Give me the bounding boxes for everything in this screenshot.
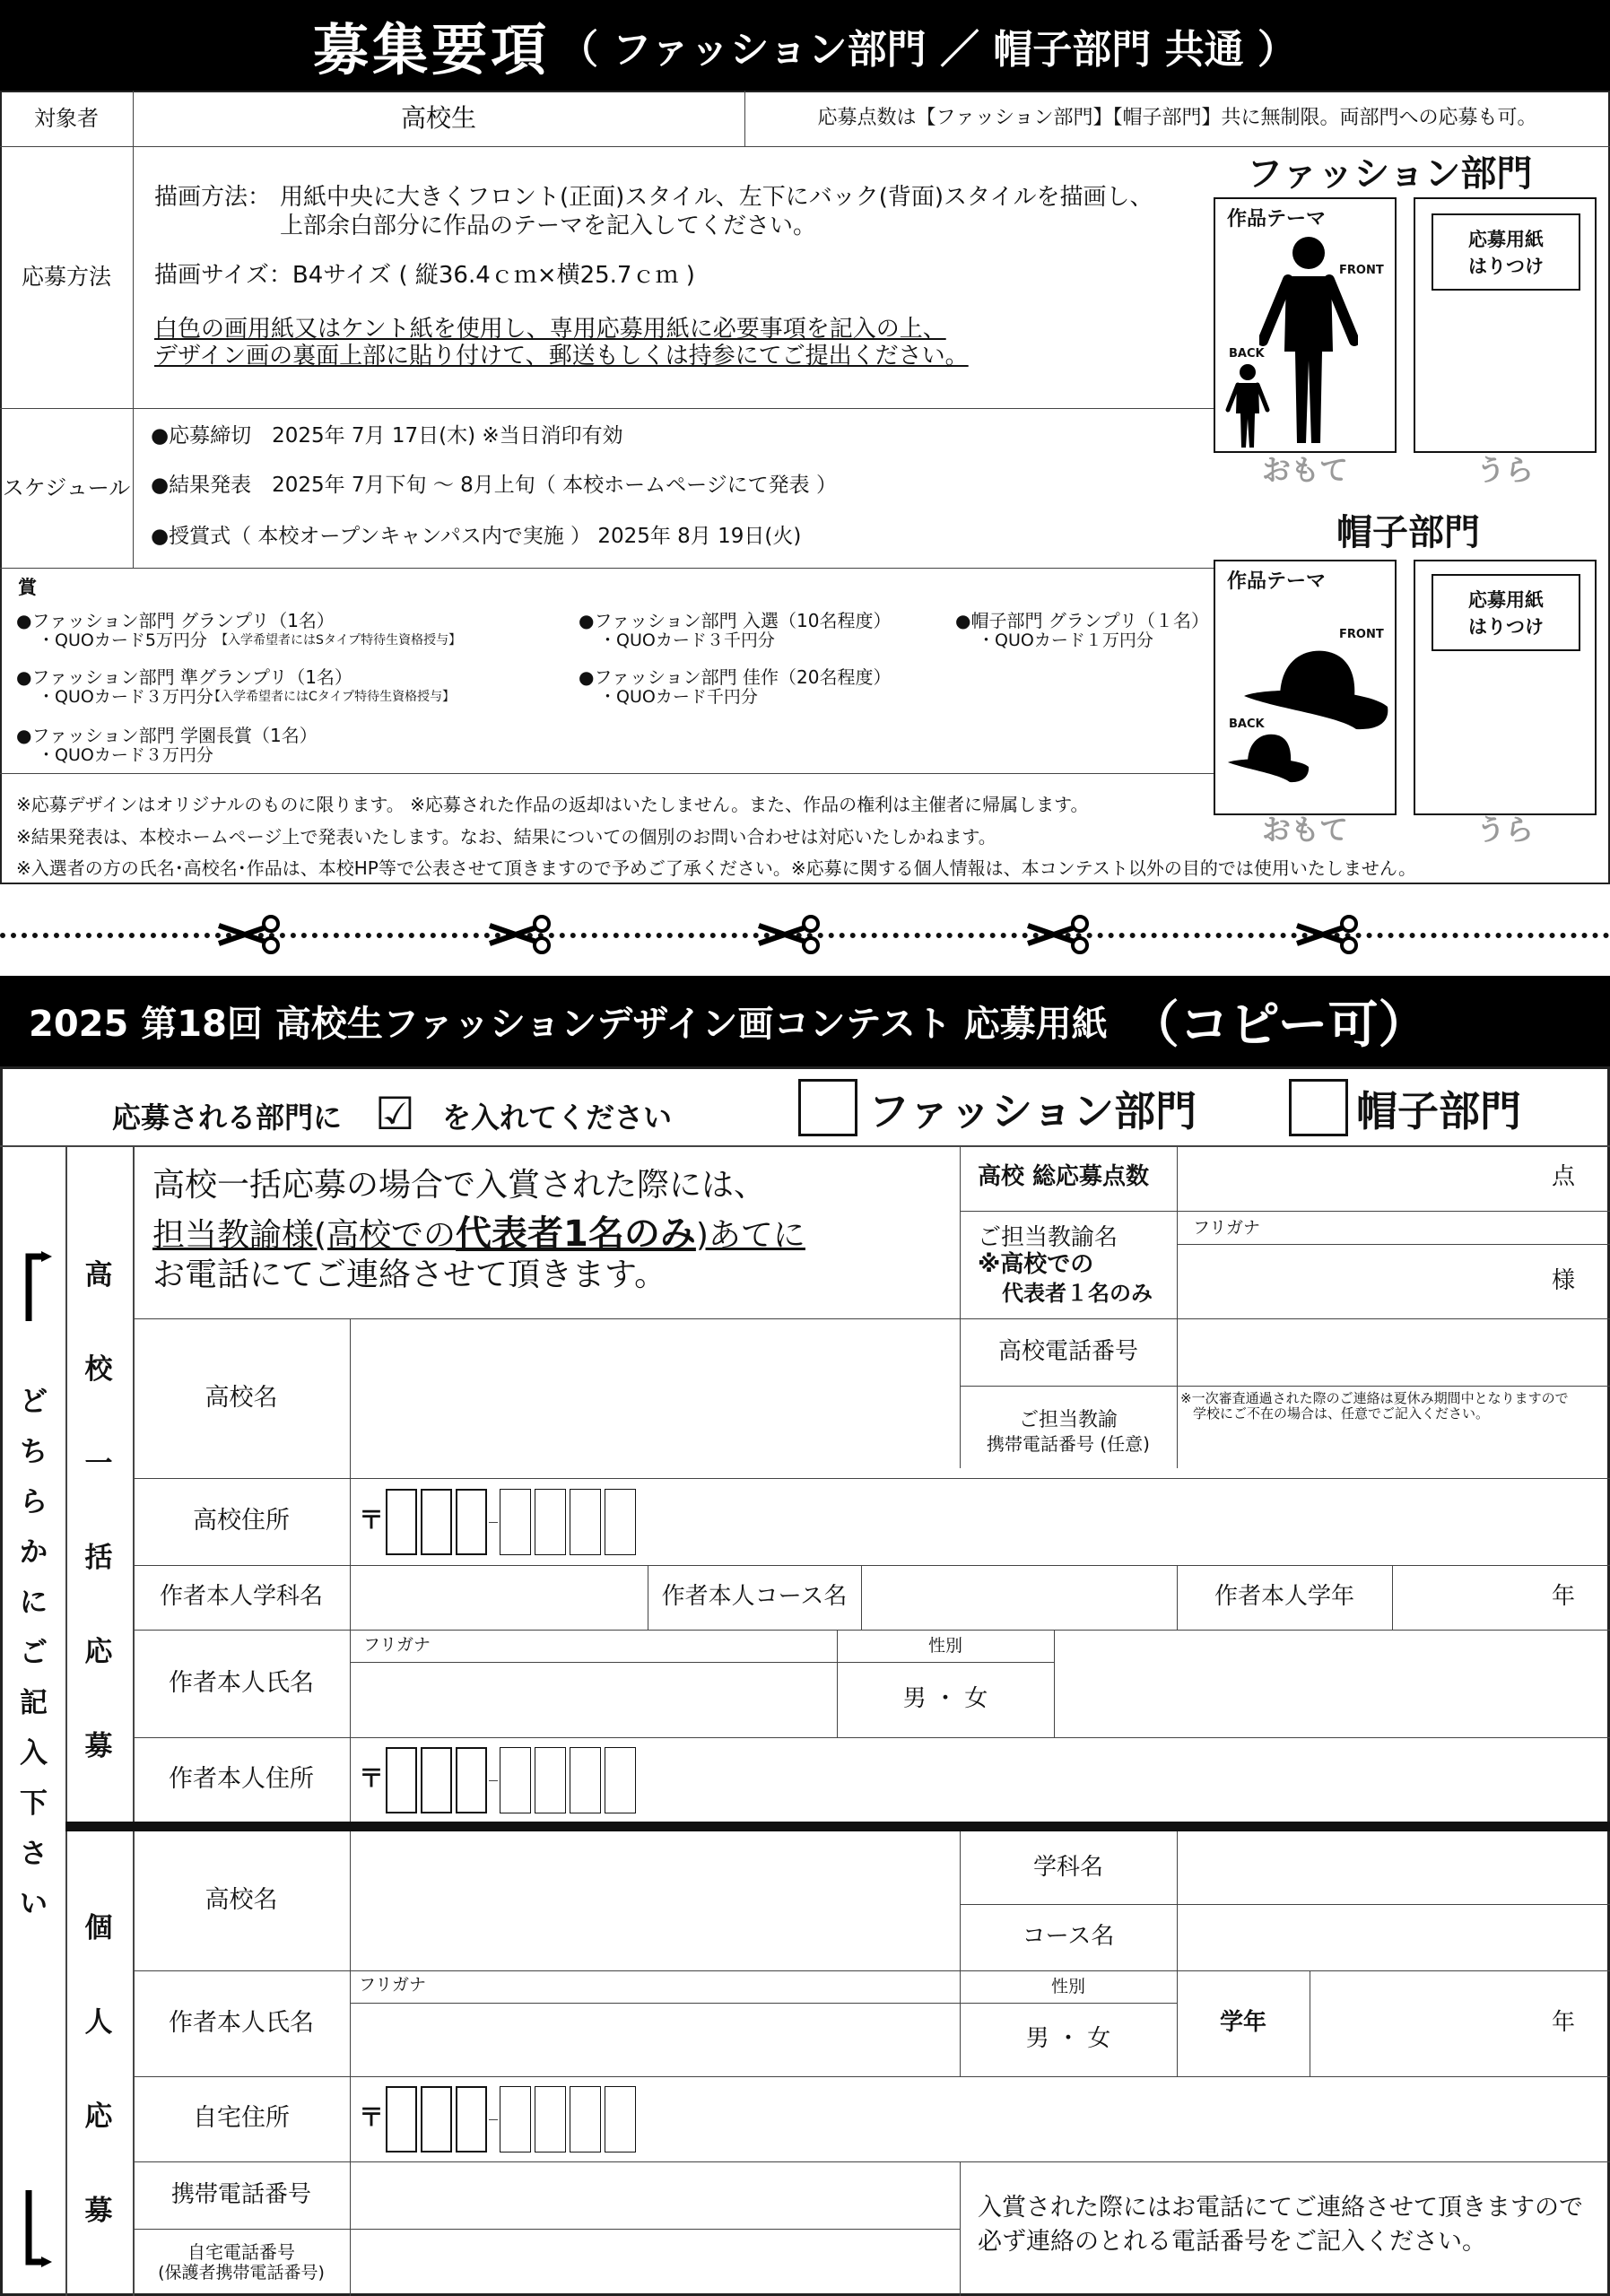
total-input[interactable] (1179, 1147, 1537, 1210)
omote-label: おもて (1261, 813, 1348, 847)
method-paper-line2: デザイン画の裏面上部に貼り付けて、郵送もしくは持参にてご提出ください。 (154, 343, 969, 370)
group-section-label: 高校一括応募 (84, 1259, 113, 1762)
group-notice-line2: 担当教諭様(高校での代表者1名のみ)あてに (152, 1213, 805, 1255)
prize-name: ●ファッション部門 入選（10名程度） (579, 610, 892, 631)
back-label: BACK (1229, 347, 1265, 361)
postal-mark: 〒 (359, 1505, 385, 1535)
fashion-diagram-title: ファッション部門 (1247, 153, 1533, 195)
paste-area: 応募用紙 はりつけ (1432, 213, 1580, 291)
postal-digit-box[interactable] (386, 2086, 417, 2152)
school-address-input[interactable] (646, 1480, 1606, 1563)
target-note: 応募点数は【ファッション部門】【帽子部門】共に無制限。両部門への応募も可。 (817, 106, 1537, 129)
author-name-label: 作者本人氏名 (169, 1668, 314, 1697)
prize-detail: ・QUOカード１万円分 (978, 631, 1153, 650)
prize-detail: ・QUOカード5万円分 (38, 631, 207, 650)
back-label: BACK (1229, 718, 1265, 731)
grade-unit: 年 (1552, 1583, 1576, 1610)
person-back-icon (1225, 363, 1270, 449)
contact-notice-line2: 必ず連絡のとれる電話番号をご記入ください。 (978, 2228, 1486, 2256)
check-prompt-suffix: を入れてください (442, 1100, 673, 1135)
postal-digit-box[interactable] (386, 1747, 417, 1813)
method-draw-line1: 用紙中央に大きくフロント(正面)スタイル、左下にバック(背面)スタイルを描画し、 (280, 184, 1153, 211)
course-input[interactable] (863, 1567, 1175, 1628)
prize-detail: ・QUOカード３万円分 (38, 687, 213, 707)
gender-options[interactable]: 男 ・ 女 (1025, 2025, 1111, 2053)
method-draw-label: 描画方法： (154, 184, 272, 211)
ura-label: うら (1475, 813, 1534, 847)
course-label: 作者本人コース名 (661, 1583, 848, 1611)
postal-digit-box[interactable] (500, 2086, 531, 2152)
ind-school-name-label: 高校名 (205, 1886, 278, 1915)
side-note: どちらかにご記入下さい (20, 1386, 48, 1920)
ind-school-name-input[interactable] (352, 1833, 958, 1969)
prize-name: ●ファッション部門 学園長賞（1名） (16, 725, 318, 746)
postal-digit-box[interactable] (456, 1489, 487, 1555)
postal-digit-box[interactable] (535, 1489, 566, 1555)
total-label: 高校 総応募点数 (978, 1163, 1150, 1190)
prize-detail: ・QUOカード千円分 (599, 687, 758, 707)
school-name-input[interactable] (352, 1320, 958, 1476)
grade-label: 作者本人学年 (1214, 1583, 1354, 1611)
front-label: FRONT (1339, 628, 1384, 641)
prize-detail: ・QUOカード３万円分 (38, 745, 213, 765)
scissors-icon (215, 913, 287, 956)
ind-author-name-label: 作者本人氏名 (169, 2008, 314, 2037)
method-label: 応募方法 (21, 264, 111, 290)
mobile-label: 携帯電話番号 (170, 2180, 311, 2208)
scissors-icon (1024, 913, 1096, 956)
dept-label: 作者本人学科名 (159, 1583, 323, 1611)
paste-area: 応募用紙 はりつけ (1432, 574, 1580, 651)
check-prompt: 応募される部門に (112, 1100, 343, 1135)
prize-note: 【入学希望者にはSタイプ特待生資格授与】 (215, 633, 462, 648)
teacher-sub2: 代表者１名のみ (1002, 1281, 1153, 1306)
method-size: 描画サイズ：B4サイズ ( 縦36.4ｃｍ×横25.7ｃｍ ) (154, 262, 695, 289)
ind-dept-input[interactable] (1179, 1833, 1608, 1902)
postal-digit-box[interactable] (500, 1747, 531, 1813)
teacher-label: ご担当教諭名 (978, 1224, 1118, 1251)
postal-digit-box[interactable] (421, 1747, 452, 1813)
furigana-label: フリガナ (363, 1635, 431, 1655)
group-notice-line1: 高校一括応募の場合で入賞された際には、 (152, 1167, 767, 1204)
bracket-top-icon (18, 1251, 54, 1323)
school-name-label: 高校名 (205, 1383, 278, 1412)
postal-digit-box[interactable] (535, 2086, 566, 2152)
school-address-label: 高校住所 (193, 1507, 290, 1535)
postal-digit-box[interactable] (386, 1489, 417, 1555)
individual-section-label: 個人応募 (84, 1912, 113, 2227)
furigana-label: フリガナ (1193, 1218, 1261, 1238)
teacher-mobile-label: ご担当教諭 携帯電話番号 (任意) (987, 1409, 1150, 1455)
hat-option-label: 帽子部門 (1356, 1087, 1521, 1135)
guide-title-bar (0, 0, 1610, 91)
contact-notice-line1: 入賞された際にはお電話にてご連絡させて頂きますので (978, 2194, 1583, 2222)
ind-course-input[interactable] (1179, 1906, 1608, 1969)
ura-label: うら (1475, 453, 1534, 487)
prize-name: ●ファッション部門 グランプリ（1名） (16, 610, 335, 631)
sama-label: 様 (1552, 1267, 1576, 1294)
prize-note: 【入学希望者にはCタイプ特待生資格授与】 (208, 690, 456, 704)
omote-label: おもて (1261, 453, 1348, 487)
person-front-icon (1259, 235, 1358, 447)
copy-ok-label: （コピー可） (1128, 996, 1429, 1055)
postal-digit-box[interactable] (605, 1747, 636, 1813)
bracket-bottom-icon (18, 2188, 54, 2269)
ind-grade-input[interactable] (1311, 1972, 1536, 2074)
mobile-input[interactable] (352, 2163, 958, 2227)
prize-name: ●ファッション部門 佳作（20名程度） (579, 666, 892, 688)
teacher-mobile-note2: 学校にご不在の場合は、任意でご記入ください。 (1193, 1405, 1490, 1422)
postal-digit-box[interactable] (535, 1747, 566, 1813)
school-phone-label: 高校電話番号 (997, 1337, 1138, 1365)
postal-digit-box[interactable] (605, 1489, 636, 1555)
theme-label: 作品テーマ (1227, 208, 1327, 230)
ind-author-name-input[interactable] (352, 2005, 958, 2074)
fashion-checkbox[interactable] (798, 1079, 857, 1136)
note-line: ※応募デザインはオリジナルのものに限ります。 ※応募された作品の返却はいたしません。また、作品の権利は主催者に帰属します。 (16, 794, 1089, 815)
home-phone-label: 自宅電話番号 (保護者携帯電話番号) (158, 2241, 325, 2283)
scissors-icon (755, 913, 827, 956)
postal-mark: 〒 (359, 2102, 385, 2132)
section-divider (65, 1822, 1610, 1831)
schedule-label: スケジュール (2, 474, 131, 500)
target-label: 対象者 (34, 105, 99, 131)
author-address-input[interactable] (646, 1739, 1606, 1821)
postal-mark: 〒 (359, 1763, 385, 1793)
postal-digit-box[interactable] (500, 1489, 531, 1555)
grade-unit: 年 (1552, 2009, 1576, 2036)
prize-detail: ・QUOカード３千円分 (599, 631, 775, 650)
gender-label: 性別 (1050, 1976, 1085, 1996)
author-name-input[interactable] (352, 1664, 835, 1735)
home-address-label: 自宅住所 (193, 2104, 290, 2133)
hat-diagram-title: 帽子部門 (1336, 512, 1480, 553)
postal-digit-box[interactable] (570, 2086, 601, 2152)
author-address-label: 作者本人住所 (169, 1765, 314, 1794)
form-title-bar (0, 976, 1610, 1066)
guide-title: 募集要項 (313, 17, 551, 83)
postal-digit-box[interactable] (421, 2086, 452, 2152)
guide-title-sub: （ ファッション部門 ／ 帽子部門 共通 ） (559, 26, 1297, 73)
prize-name: ●帽子部門 グランプリ（１名） (955, 610, 1210, 631)
prize-name: ●ファッション部門 準グランプリ（1名） (16, 666, 352, 688)
teacher-mobile-note1: ※一次審査通過された際のご連絡は夏休み期間中となりますので (1180, 1390, 1569, 1406)
scissors-icon (486, 913, 558, 956)
schedule-item: ●授賞式（ 本校オープンキャンパス内で実施 ） 2025年 8月 19日(火) (151, 525, 802, 548)
home-address-input[interactable] (646, 2078, 1606, 2160)
postal-digit-box[interactable] (570, 1747, 601, 1813)
postal-digit-box[interactable] (456, 2086, 487, 2152)
postal-digit-box[interactable] (570, 1489, 601, 1555)
total-unit: 点 (1552, 1163, 1576, 1190)
school-phone-input[interactable] (1179, 1320, 1608, 1384)
ind-grade-label: 学年 (1219, 2009, 1266, 2037)
schedule-item: ●結果発表 2025年 7月下旬 ～ 8月上旬（ 本校ホームページにて発表 ） (151, 474, 837, 497)
target-value: 高校生 (400, 103, 476, 134)
theme-label: 作品テーマ (1227, 570, 1327, 593)
note-line: ※入選者の方の氏名･高校名･作品は、本校HP等で公表させて頂きますので予めご了承ください。※応募に関する個人情報は、本コンテスト以外の目的では使用いたしません。 (16, 857, 1417, 879)
prize-label: 賞 (18, 577, 37, 598)
grade-input[interactable] (1394, 1567, 1537, 1628)
hat-back-icon (1225, 731, 1311, 787)
dept-input[interactable] (352, 1567, 646, 1628)
check-mark-icon: ☑ (375, 1088, 415, 1140)
form-title: 2025 第18回 高校生ファッションデザイン画コンテスト 応募用紙 (29, 1004, 1108, 1045)
ind-dept-label: 学科名 (1032, 1853, 1103, 1881)
front-label: FRONT (1339, 264, 1384, 277)
postal-digit-box[interactable] (456, 1747, 487, 1813)
scissors-icon (1293, 913, 1365, 956)
home-phone-input[interactable] (352, 2231, 958, 2293)
group-notice-line3: お電話にてご連絡させて頂きます。 (152, 1257, 667, 1293)
teacher-mobile-input[interactable] (1179, 1426, 1608, 1476)
teacher-sub1: ※高校での (978, 1251, 1094, 1278)
postal-digit-box[interactable] (605, 2086, 636, 2152)
gender-label: 性別 (927, 1635, 962, 1656)
hat-checkbox[interactable] (1289, 1079, 1348, 1136)
postal-digit-box[interactable] (421, 1489, 452, 1555)
method-paper-line1: 白色の画用紙又はケント紙を使用し、専用応募用紙に必要事項を記入の上、 (154, 316, 946, 343)
hat-front-icon (1240, 644, 1392, 734)
teacher-name-input[interactable] (1179, 1246, 1537, 1318)
note-line: ※結果発表は、本校ホームページ上で発表いたします。なお、結果についての個別のお問い合わせは対応いたしかねます。 (16, 826, 996, 848)
method-draw-line2: 上部余白部分に作品のテーマを記入してください。 (280, 213, 817, 239)
fashion-option-label: ファッション部門 (868, 1087, 1197, 1135)
furigana-label: フリガナ (359, 1975, 427, 1995)
ind-course-label: コース名 (1022, 1923, 1115, 1951)
gender-options[interactable]: 男 ・ 女 (902, 1685, 988, 1713)
schedule-item: ●応募締切 2025年 7月 17日(木) ※当日消印有効 (151, 424, 623, 448)
